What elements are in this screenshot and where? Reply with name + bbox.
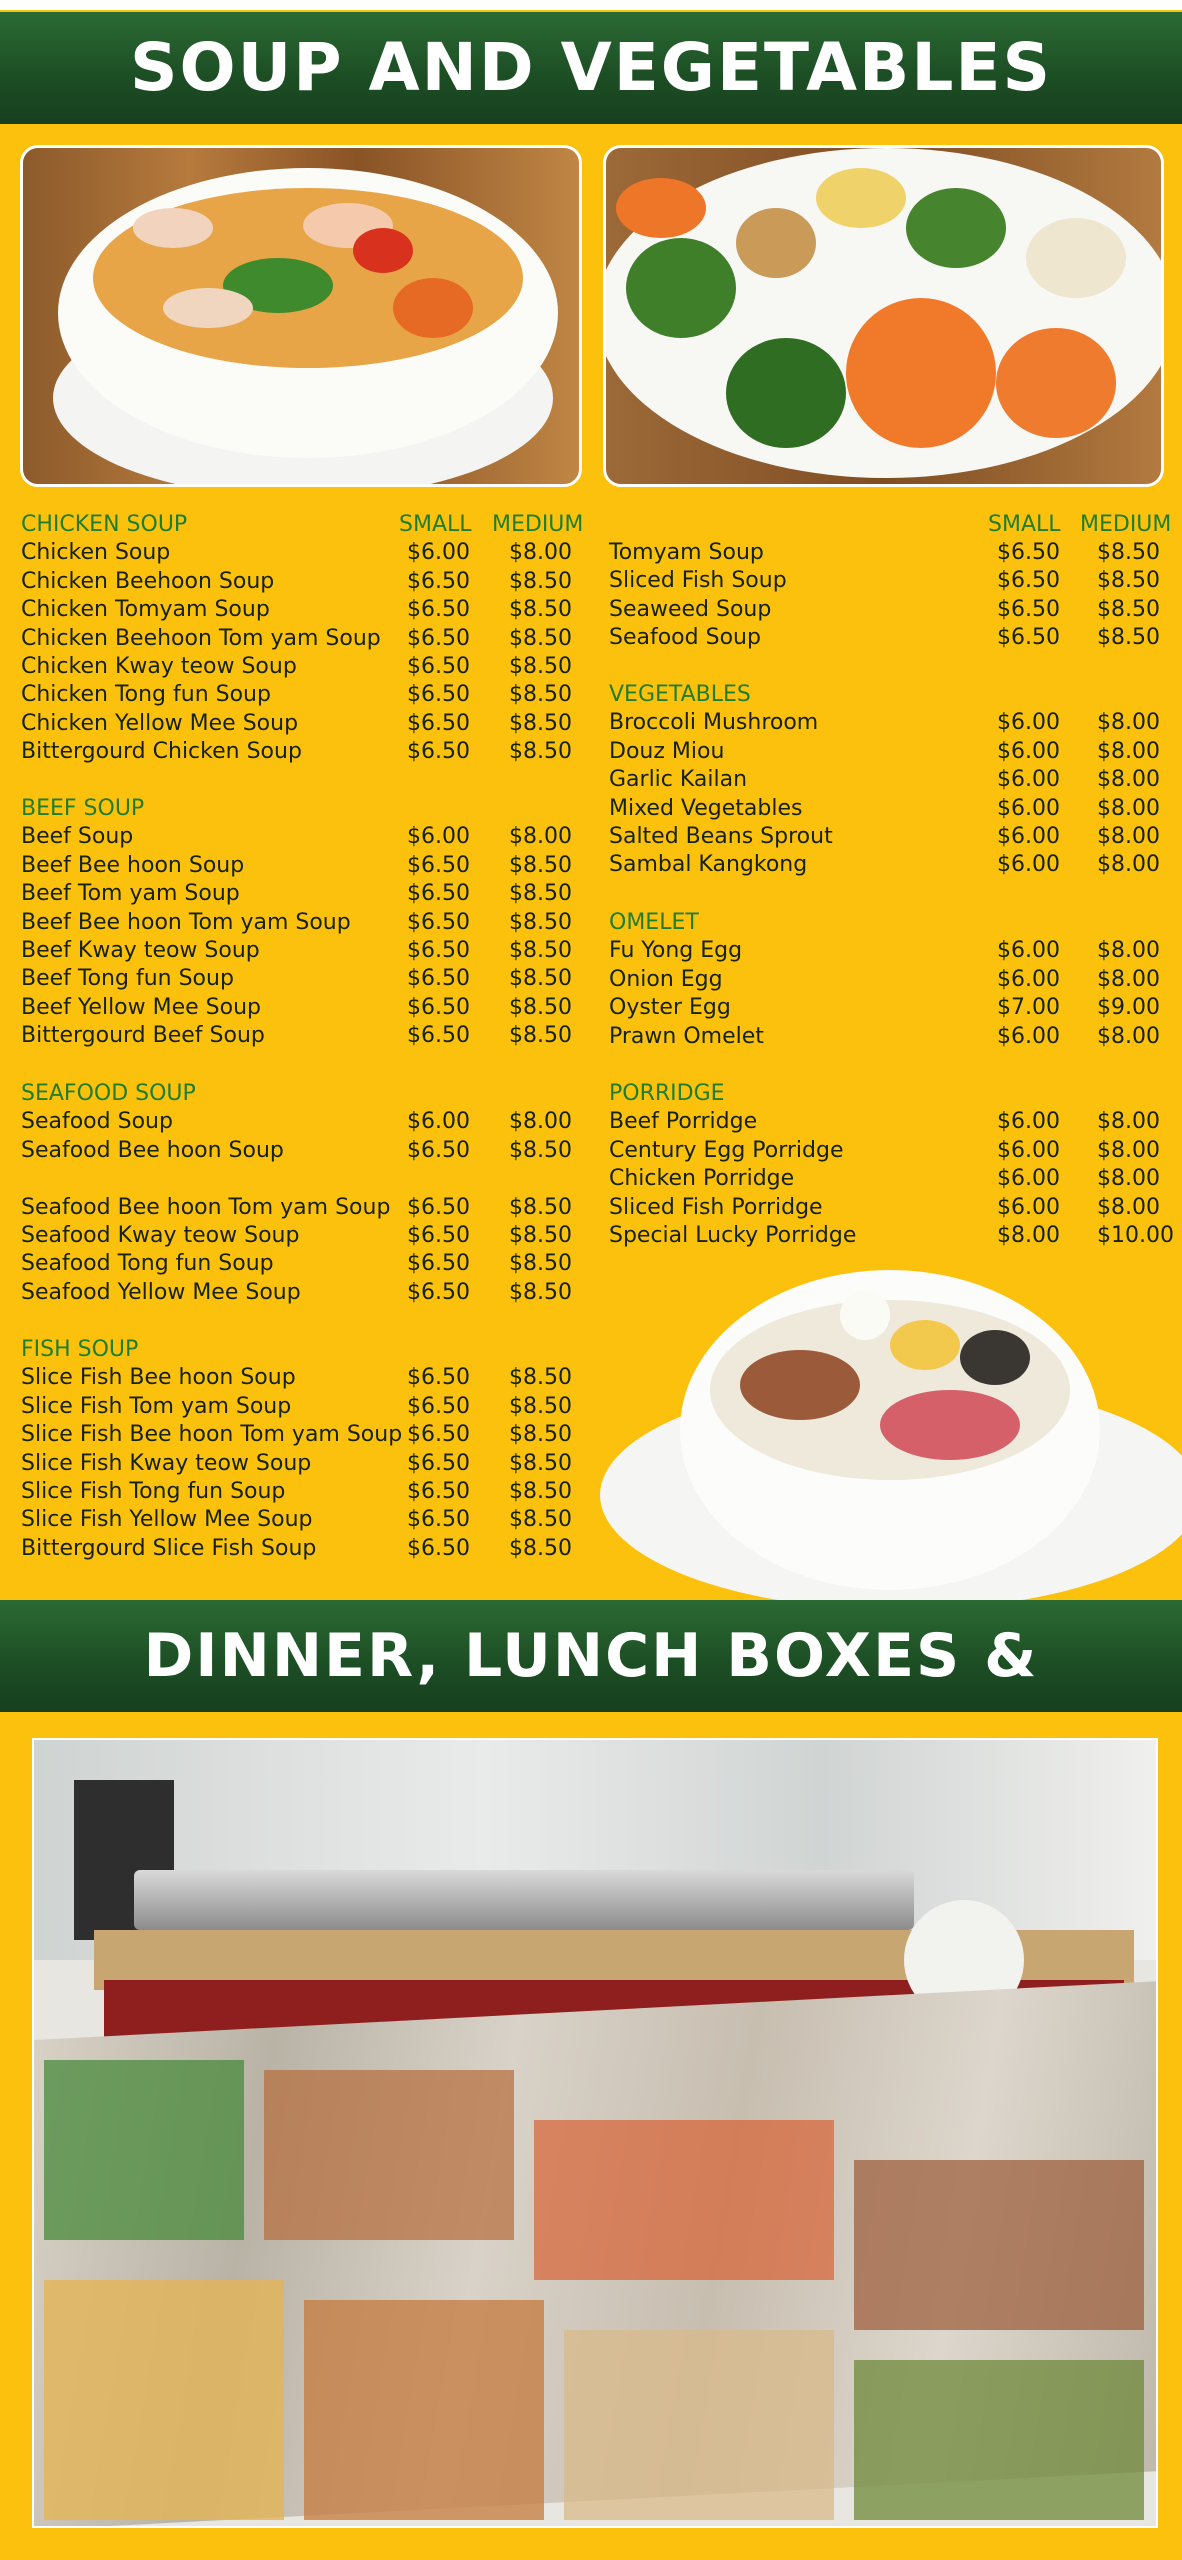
menu-item-price-small: $7.00 [997,995,1060,1021]
menu-item-row [609,852,1182,880]
menu-item-row [21,1394,601,1422]
menu-item-price-medium: $10.00 [1097,1223,1174,1248]
menu-item-name: Beef Tong fun Soup [21,966,234,992]
menu-item-row [21,1536,601,1564]
menu-item-row [21,1166,601,1194]
menu-item-row [21,824,601,852]
menu-item-price-medium: $8.50 [509,1393,572,1419]
menu-item-price-small: $6.50 [407,966,470,992]
menu-item-price-medium: $8.50 [509,994,572,1020]
top-white-strip [0,0,1182,10]
menu-item-name: Sliced Fish Soup [609,568,787,594]
baby-corn [816,168,906,228]
menu-section-heading: OMELET [609,910,699,935]
menu-item-price-small: $6.00 [997,966,1060,992]
left-size-medium-header: MEDIUM [492,512,584,537]
broccoli [726,338,846,448]
egg-white [840,1290,890,1340]
menu-item-price-small: $6.00 [997,1194,1060,1220]
carrot [846,298,996,448]
menu-item-row [609,938,1182,966]
broccoli [626,238,736,338]
menu-item-price-medium: $8.50 [509,739,572,765]
box-chicken [854,2160,1144,2330]
buffet-title: DINNER, LUNCH BOXES & [143,1621,1039,1691]
menu-item-price-small: $6.50 [407,1535,470,1561]
menu-item-name: Broccoli Mushroom [609,710,819,736]
menu-item-price-small: $6.50 [407,654,470,679]
menu-item-row [21,711,601,739]
menu-item-name: Slice Fish Kway teow Soup [21,1450,312,1476]
menu-section-heading: SEAFOOD SOUP [21,1081,196,1106]
menu-item-price-medium: $8.00 [1097,1023,1160,1049]
page-title: SOUP AND VEGETABLES [129,29,1053,106]
menu-item-price-medium: $8.50 [509,1251,572,1277]
menu-section-heading: FISH SOUP [21,1337,139,1362]
menu-item-name: Beef Kway teow Soup [21,938,260,963]
menu-item-price-small: $6.50 [407,710,470,736]
menu-item-name: Onion Egg [609,966,723,992]
menu-item-price-small: $6.00 [997,852,1060,878]
menu-item-row [609,1138,1182,1166]
carrot [996,328,1116,438]
menu-item-row [21,1023,601,1051]
menu-item-name: Seafood Soup [21,1109,173,1135]
menu-item-name: Prawn Omelet [609,1023,764,1049]
menu-item-name: Chicken Tomyam Soup [21,597,270,623]
menu-item-row [609,540,1182,568]
menu-item-price-medium: $8.00 [1097,767,1160,793]
mushroom [736,208,816,278]
menu-item-price-small: $6.50 [407,625,470,651]
menu-item-row [21,910,601,938]
menu-item-name: Chicken Porridge [609,1166,795,1192]
right-size-medium-header: MEDIUM [1080,512,1172,537]
menu-item-name: Chicken Tong fun Soup [21,682,271,708]
menu-item-name: Beef Yellow Mee Soup [21,994,262,1020]
left-size-small-header: SMALL [399,512,472,537]
menu-item-row [609,739,1182,767]
menu-item-price-small: $6.00 [997,1137,1060,1163]
menu-item-row [21,569,601,597]
menu-item-price-small: $6.50 [407,1479,470,1504]
box-chili [534,2120,834,2280]
menu-item-name: Seafood Bee hoon Tom yam Soup [21,1194,391,1220]
menu-item-row [21,881,601,909]
menu-item-name: Beef Tom yam Soup [21,881,240,907]
menu-item-name: Century Egg Porridge [609,1137,844,1163]
carrot [393,278,473,338]
menu-item-row [21,1195,601,1223]
menu-item-price-small: $6.50 [997,596,1060,622]
sausage [880,1390,1020,1460]
right-size-small-header: SMALL [988,512,1061,537]
menu-item-price-medium: $8.50 [1097,540,1160,565]
buffet-banner [0,1600,1182,1712]
menu-item-row [21,1251,601,1279]
beef-slices [740,1350,860,1420]
menu-item-name: Beef Bee hoon Tom yam Soup [21,909,351,935]
menu-item-price-medium: $8.50 [509,1365,572,1391]
menu-item-price-small: $6.50 [407,909,470,935]
menu-item-row [21,938,601,966]
menu-item-price-medium: $8.50 [509,1507,572,1533]
menu-item-row [609,1166,1182,1194]
menu-item-name: Seafood Tong fun Soup [21,1251,274,1277]
menu-item-row [21,853,601,881]
menu-item-row [21,1451,601,1479]
egg [890,1320,960,1370]
menu-item-name: Sambal Kangkong [609,852,808,878]
menu-item-name: Seafood Kway teow Soup [21,1223,300,1248]
menu-item-price-medium: $8.00 [1097,852,1160,878]
menu-item-row [21,540,601,568]
menu-section-heading: BEEF SOUP [21,796,145,821]
buffet-lunchbox-collage [32,1738,1158,2528]
menu-item-price-small: $6.50 [407,597,470,623]
menu-item-price-small: $6.00 [997,767,1060,793]
menu-item-price-medium: $8.50 [509,654,572,679]
menu-item-row [21,597,601,625]
shrimp [163,288,253,328]
menu-item-name: Bittergourd Chicken Soup [21,739,302,765]
menu-item-row [609,796,1182,824]
menu-item-name: Seafood Soup [609,625,761,651]
menu-item-name: Beef Soup [21,824,134,850]
menu-item-price-medium: $8.00 [1097,710,1160,736]
menu-item-price-medium: $8.50 [509,1279,572,1305]
menu-item-price-medium: $8.00 [1097,795,1160,821]
menu-item-name: Slice Fish Bee hoon Soup [21,1365,296,1391]
menu-item-price-medium: $8.50 [509,625,572,651]
menu-item-name: Beef Porridge [609,1109,758,1135]
menu-item-price-small: $6.00 [997,824,1060,849]
menu-item-price-small: $6.50 [997,625,1060,651]
menu-item-price-small: $6.00 [407,1109,470,1135]
menu-item-name: Garlic Kailan [609,767,748,793]
menu-item-price-small: $6.00 [997,1023,1060,1049]
menu-item-price-medium: $9.00 [1097,995,1160,1021]
menu-item-price-medium: $8.50 [509,1023,572,1049]
chili [353,228,413,273]
menu-item-price-medium: $8.50 [509,710,572,736]
menu-item-row [609,824,1182,852]
menu-item-price-medium: $8.50 [509,1422,572,1448]
menu-item-row [21,1365,601,1393]
menu-item-name: Seafood Bee hoon Soup [21,1137,284,1163]
menu-item-row [21,739,601,767]
mixed-vegetables-photo [603,145,1164,487]
menu-item-price-medium: $8.50 [509,1137,572,1163]
menu-item-name: Slice Fish Bee hoon Tom yam Soup [21,1422,403,1448]
menu-item-price-medium: $8.50 [509,682,572,708]
menu-item-price-medium: $8.50 [509,881,572,907]
menu-item-price-medium: $8.50 [1097,568,1160,594]
menu-item-name: Bittergourd Beef Soup [21,1023,265,1049]
menu-item-price-small: $6.50 [407,938,470,963]
menu-item-row [21,1280,601,1308]
shrimp [133,208,213,248]
menu-item-row [21,966,601,994]
box-tofu [564,2330,834,2520]
menu-item-price-medium: $8.50 [509,1479,572,1504]
menu-item-row [21,1109,601,1137]
cauliflower [1026,218,1126,298]
menu-item-price-small: $6.50 [407,1365,470,1391]
menu-item-name: Slice Fish Tong fun Soup [21,1479,286,1504]
menu-item-price-medium: $8.50 [509,966,572,992]
menu-item-name: Chicken Soup [21,540,171,566]
menu-item-price-small: $6.00 [997,1166,1060,1192]
menu-item-row [609,967,1182,995]
menu-item-name: Mixed Vegetables [609,795,803,821]
menu-item-price-small: $6.50 [407,881,470,907]
menu-section-heading: VEGETABLES [609,682,751,707]
menu-item-price-small: $8.00 [997,1223,1060,1248]
menu-item-name: Seaweed Soup [609,596,772,622]
box-greens [854,2360,1144,2520]
menu-item-price-medium: $8.50 [509,1535,572,1561]
menu-item-name: Chicken Kway teow Soup [21,654,297,679]
menu-item-name: Bittergourd Slice Fish Soup [21,1535,317,1561]
menu-section-heading: CHICKEN SOUP [21,512,188,537]
menu-item-row [21,1422,601,1450]
menu-item-price-small: $6.50 [407,682,470,708]
menu-item-price-small: $6.50 [407,994,470,1020]
menu-item-price-small: $6.50 [407,1194,470,1220]
menu-item-row [21,654,601,682]
menu-item-name: Oyster Egg [609,995,731,1021]
menu-item-price-medium: $8.50 [509,938,572,963]
menu-item-price-medium: $8.00 [1097,1194,1160,1220]
menu-item-row [609,625,1182,653]
menu-item-price-medium: $8.50 [1097,625,1160,651]
menu-item-price-small: $6.50 [997,540,1060,565]
menu-item-name: Special Lucky Porridge [609,1223,857,1248]
menu-item-price-small: $6.00 [997,795,1060,821]
carrot [616,178,706,238]
menu-item-price-small: $6.50 [997,568,1060,594]
menu-item-price-small: $6.50 [407,1393,470,1419]
soup-vegetables-banner [0,12,1182,124]
menu-item-row [609,568,1182,596]
menu-item-name: Salted Beans Sprout [609,824,833,849]
menu-item-row [609,1223,1182,1251]
menu-item-price-small: $6.00 [407,540,470,566]
menu-item-row [609,995,1182,1023]
menu-item-price-small: $6.50 [407,852,470,878]
menu-item-row [21,682,601,710]
menu-item-price-medium: $8.50 [509,1194,572,1220]
menu-item-name: Fu Yong Egg [609,938,743,964]
menu-item-row [609,710,1182,738]
menu-item-price-medium: $8.00 [509,1109,572,1135]
menu-item-price-small: $6.50 [407,1251,470,1277]
menu-item-row [609,1109,1182,1137]
tomyam-soup-photo [20,145,582,487]
menu-item-row [21,1223,601,1251]
menu-item-price-medium: $8.50 [509,852,572,878]
menu-item-price-medium: $8.50 [509,568,572,594]
menu-item-price-medium: $8.50 [509,1450,572,1476]
box-fried [304,2300,544,2520]
menu-item-row [609,1195,1182,1223]
menu-item-price-medium: $8.50 [509,597,572,623]
menu-item-price-medium: $8.00 [1097,1137,1160,1163]
menu-item-price-small: $6.00 [407,824,470,850]
menu-item-price-small: $6.00 [997,710,1060,736]
menu-item-price-small: $6.00 [997,1109,1060,1135]
menu-item-price-small: $6.50 [407,1023,470,1049]
menu-item-price-medium: $8.50 [509,1223,572,1248]
box-meat [264,2070,514,2240]
menu-item-price-small: $6.50 [407,739,470,765]
century-egg [960,1330,1030,1385]
menu-item-name: Chicken Beehoon Tom yam Soup [21,625,381,651]
menu-item-row [21,995,601,1023]
broccoli [906,188,1006,268]
box-vegetables [44,2060,244,2240]
menu-item-row [21,1507,601,1535]
chafing-dishes [134,1870,914,1930]
menu-item-price-small: $6.50 [407,1223,470,1248]
menu-item-price-small: $6.50 [407,1422,470,1448]
menu-item-price-small: $6.50 [407,1450,470,1476]
menu-item-row [21,1138,601,1166]
menu-item-name: Seafood Yellow Mee Soup [21,1279,301,1305]
menu-item-name: Slice Fish Tom yam Soup [21,1393,292,1419]
menu-item-row [609,597,1182,625]
menu-item-price-medium: $8.00 [1097,1109,1160,1135]
menu-item-price-medium: $8.00 [1097,738,1160,764]
menu-item-name: Sliced Fish Porridge [609,1194,823,1220]
menu-item-price-medium: $8.50 [509,909,572,935]
menu-item-name: Douz Miou [609,738,725,764]
menu-section-heading: PORRIDGE [609,1081,725,1106]
porridge-photo [600,1260,1182,1598]
menu-item-price-small: $6.00 [997,938,1060,964]
menu-item-name: Tomyam Soup [609,540,764,565]
menu-item-price-medium: $8.00 [1097,938,1160,964]
menu-item-row [21,1479,601,1507]
menu-item-name: Beef Bee hoon Soup [21,852,245,878]
menu-item-name: Slice Fish Yellow Mee Soup [21,1507,313,1533]
menu-item-price-small: $6.50 [407,1137,470,1163]
menu-item-row [609,767,1182,795]
menu-item-price-medium: $8.50 [1097,596,1160,622]
menu-item-price-small: $6.50 [407,1279,470,1305]
menu-item-name: Chicken Yellow Mee Soup [21,710,299,736]
menu-item-price-medium: $8.00 [1097,824,1160,849]
menu-item-price-small: $6.00 [997,738,1060,764]
menu-item-price-small: $6.50 [407,568,470,594]
menu-item-price-small: $6.50 [407,1507,470,1533]
menu-item-price-medium: $8.00 [1097,966,1160,992]
menu-item-price-medium: $8.00 [509,824,572,850]
menu-item-name: Chicken Beehoon Soup [21,568,275,594]
box-noodles [44,2280,284,2520]
menu-item-price-medium: $8.00 [509,540,572,566]
menu-item-row [21,626,601,654]
menu-item-price-medium: $8.00 [1097,1166,1160,1192]
menu-item-row [609,1024,1182,1052]
